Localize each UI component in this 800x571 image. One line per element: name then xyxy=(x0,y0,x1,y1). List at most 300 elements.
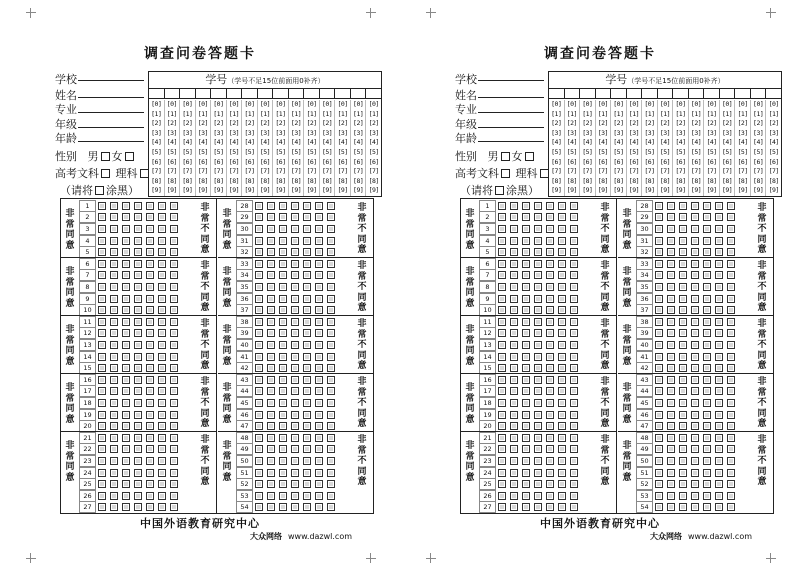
option-bubble[interactable] xyxy=(498,387,506,395)
option-bubble[interactable] xyxy=(558,329,566,337)
option-bubble[interactable] xyxy=(715,457,723,465)
female-checkbox[interactable] xyxy=(125,152,134,161)
option-bubble[interactable] xyxy=(703,237,711,245)
option-bubble[interactable] xyxy=(715,411,723,419)
id-digit-bubble[interactable]: [7] xyxy=(151,167,162,176)
option-bubble[interactable] xyxy=(534,318,542,326)
option-bubble[interactable] xyxy=(667,387,675,395)
option-bubble[interactable] xyxy=(703,399,711,407)
option-bubble[interactable] xyxy=(727,225,735,233)
option-bubble[interactable] xyxy=(170,353,178,361)
option-bubble[interactable] xyxy=(570,213,578,221)
option-bubble[interactable] xyxy=(498,318,506,326)
id-digit-bubble[interactable]: [9] xyxy=(151,186,162,195)
option-bubble[interactable] xyxy=(291,237,299,245)
id-digit-bubble[interactable]: [8] xyxy=(166,176,177,185)
grade-field[interactable] xyxy=(78,127,144,128)
option-bubble[interactable] xyxy=(327,295,335,303)
option-bubble[interactable] xyxy=(546,295,554,303)
option-bubble[interactable] xyxy=(146,260,154,268)
option-bubble[interactable] xyxy=(315,492,323,500)
option-bubble[interactable] xyxy=(303,341,311,349)
option-bubble[interactable] xyxy=(158,271,166,279)
option-bubble[interactable] xyxy=(158,434,166,442)
id-digit-bubble[interactable]: [4] xyxy=(368,138,379,147)
option-bubble[interactable] xyxy=(110,248,118,256)
option-bubble[interactable] xyxy=(146,469,154,477)
id-digit-bubble[interactable]: [6] xyxy=(690,157,702,166)
option-bubble[interactable] xyxy=(667,503,675,511)
option-bubble[interactable] xyxy=(303,283,311,291)
id-digit-bubble[interactable]: [7] xyxy=(337,167,348,176)
option-bubble[interactable] xyxy=(315,213,323,221)
id-digit-bubble[interactable]: [1] xyxy=(644,109,655,118)
id-digit-bubble[interactable]: [4] xyxy=(768,138,779,147)
option-bubble[interactable] xyxy=(291,318,299,326)
id-digit-bubble[interactable]: [2] xyxy=(582,119,593,128)
id-digit-bubble[interactable]: [6] xyxy=(659,157,671,166)
id-digit-bubble[interactable]: [1] xyxy=(706,109,717,118)
option-bubble[interactable] xyxy=(546,306,554,314)
id-digit-bubble[interactable]: [0] xyxy=(197,100,208,108)
option-bubble[interactable] xyxy=(291,295,299,303)
option-bubble[interactable] xyxy=(655,202,663,210)
option-bubble[interactable] xyxy=(291,457,299,465)
option-bubble[interactable] xyxy=(510,364,518,372)
id-digit-bubble[interactable]: [5] xyxy=(690,147,702,156)
id-digit-bubble[interactable]: [7] xyxy=(551,167,562,176)
major-field[interactable] xyxy=(78,112,144,113)
id-digit-bubble[interactable]: [9] xyxy=(259,186,271,195)
option-bubble[interactable] xyxy=(727,387,735,395)
option-bubble[interactable] xyxy=(170,434,178,442)
id-digit-bubble[interactable]: [1] xyxy=(368,109,379,118)
option-bubble[interactable] xyxy=(170,422,178,430)
id-digit-bubble[interactable]: [9] xyxy=(628,186,640,195)
option-bubble[interactable] xyxy=(522,271,530,279)
id-digit-bubble[interactable]: [8] xyxy=(721,176,733,185)
id-digit-bubble[interactable]: [2] xyxy=(368,119,379,128)
option-bubble[interactable] xyxy=(498,329,506,337)
option-bubble[interactable] xyxy=(546,503,554,511)
id-digit-bubble[interactable]: [0] xyxy=(597,100,608,108)
option-bubble[interactable] xyxy=(170,329,178,337)
option-bubble[interactable] xyxy=(546,387,554,395)
option-bubble[interactable] xyxy=(691,469,699,477)
option-bubble[interactable] xyxy=(327,503,335,511)
option-bubble[interactable] xyxy=(158,399,166,407)
option-bubble[interactable] xyxy=(655,271,663,279)
option-bubble[interactable] xyxy=(703,480,711,488)
option-bubble[interactable] xyxy=(570,353,578,361)
option-bubble[interactable] xyxy=(727,503,735,511)
id-digit-bubble[interactable]: [2] xyxy=(613,119,624,128)
option-bubble[interactable] xyxy=(570,387,578,395)
option-bubble[interactable] xyxy=(122,445,130,453)
option-bubble[interactable] xyxy=(715,341,723,349)
option-bubble[interactable] xyxy=(134,271,142,279)
option-bubble[interactable] xyxy=(315,457,323,465)
option-bubble[interactable] xyxy=(691,364,699,372)
id-digit-bubble[interactable]: [1] xyxy=(659,109,671,118)
option-bubble[interactable] xyxy=(510,353,518,361)
id-digit-bubble[interactable]: [0] xyxy=(337,100,348,108)
option-bubble[interactable] xyxy=(170,248,178,256)
id-digit-bubble[interactable]: [0] xyxy=(151,100,162,108)
option-bubble[interactable] xyxy=(498,283,506,291)
option-bubble[interactable] xyxy=(667,225,675,233)
credit-url[interactable]: www.dazwl.com xyxy=(288,532,353,541)
option-bubble[interactable] xyxy=(546,434,554,442)
option-bubble[interactable] xyxy=(655,445,663,453)
option-bubble[interactable] xyxy=(303,225,311,233)
option-bubble[interactable] xyxy=(691,202,699,210)
option-bubble[interactable] xyxy=(122,353,130,361)
id-write-cell[interactable] xyxy=(180,89,196,98)
option-bubble[interactable] xyxy=(570,283,578,291)
id-digit-bubble[interactable]: [7] xyxy=(259,167,271,176)
option-bubble[interactable] xyxy=(691,225,699,233)
option-bubble[interactable] xyxy=(727,399,735,407)
option-bubble[interactable] xyxy=(667,364,675,372)
id-digit-bubble[interactable]: [7] xyxy=(244,167,255,176)
option-bubble[interactable] xyxy=(510,341,518,349)
option-bubble[interactable] xyxy=(146,492,154,500)
id-digit-bubble[interactable]: [6] xyxy=(182,157,193,166)
option-bubble[interactable] xyxy=(510,480,518,488)
option-bubble[interactable] xyxy=(715,422,723,430)
option-bubble[interactable] xyxy=(279,376,287,384)
option-bubble[interactable] xyxy=(498,411,506,419)
id-write-cell[interactable] xyxy=(289,89,305,98)
option-bubble[interactable] xyxy=(522,329,530,337)
option-bubble[interactable] xyxy=(134,376,142,384)
id-digit-bubble[interactable]: [6] xyxy=(259,157,271,166)
option-bubble[interactable] xyxy=(267,364,275,372)
option-bubble[interactable] xyxy=(170,225,178,233)
option-bubble[interactable] xyxy=(534,295,542,303)
id-digit-bubble[interactable]: [7] xyxy=(644,167,655,176)
option-bubble[interactable] xyxy=(146,399,154,407)
option-bubble[interactable] xyxy=(715,225,723,233)
option-bubble[interactable] xyxy=(715,492,723,500)
id-digit-bubble[interactable]: [7] xyxy=(753,167,764,176)
option-bubble[interactable] xyxy=(279,225,287,233)
option-bubble[interactable] xyxy=(110,387,118,395)
option-bubble[interactable] xyxy=(279,422,287,430)
option-bubble[interactable] xyxy=(703,503,711,511)
option-bubble[interactable] xyxy=(122,341,130,349)
option-bubble[interactable] xyxy=(279,260,287,268)
option-bubble[interactable] xyxy=(727,457,735,465)
option-bubble[interactable] xyxy=(546,376,554,384)
id-digit-bubble[interactable]: [2] xyxy=(306,119,317,128)
id-digit-bubble[interactable]: [5] xyxy=(290,147,302,156)
id-digit-bubble[interactable]: [9] xyxy=(337,186,348,195)
id-digit-bubble[interactable]: [2] xyxy=(753,119,764,128)
id-digit-bubble[interactable]: [6] xyxy=(353,157,364,166)
option-bubble[interactable] xyxy=(727,353,735,361)
id-digit-bubble[interactable]: [0] xyxy=(166,100,177,108)
option-bubble[interactable] xyxy=(691,422,699,430)
option-bubble[interactable] xyxy=(691,457,699,465)
option-bubble[interactable] xyxy=(727,260,735,268)
id-digit-bubble[interactable]: [9] xyxy=(582,186,593,195)
option-bubble[interactable] xyxy=(303,422,311,430)
id-digit-bubble[interactable]: [2] xyxy=(290,119,302,128)
option-bubble[interactable] xyxy=(667,353,675,361)
option-bubble[interactable] xyxy=(315,376,323,384)
option-bubble[interactable] xyxy=(110,376,118,384)
id-digit-bubble[interactable]: [8] xyxy=(582,176,593,185)
option-bubble[interactable] xyxy=(134,457,142,465)
id-digit-bubble[interactable]: [3] xyxy=(197,128,208,137)
id-digit-bubble[interactable]: [4] xyxy=(228,138,240,147)
option-bubble[interactable] xyxy=(279,306,287,314)
option-bubble[interactable] xyxy=(510,399,518,407)
male-checkbox[interactable] xyxy=(101,152,110,161)
option-bubble[interactable] xyxy=(255,225,263,233)
option-bubble[interactable] xyxy=(522,202,530,210)
option-bubble[interactable] xyxy=(170,202,178,210)
id-digit-bubble[interactable]: [0] xyxy=(228,100,240,108)
option-bubble[interactable] xyxy=(158,237,166,245)
option-bubble[interactable] xyxy=(558,271,566,279)
option-bubble[interactable] xyxy=(558,248,566,256)
option-bubble[interactable] xyxy=(667,434,675,442)
id-digit-bubble[interactable]: [8] xyxy=(675,176,686,185)
option-bubble[interactable] xyxy=(498,202,506,210)
option-bubble[interactable] xyxy=(679,376,687,384)
option-bubble[interactable] xyxy=(498,503,506,511)
option-bubble[interactable] xyxy=(255,445,263,453)
option-bubble[interactable] xyxy=(655,260,663,268)
option-bubble[interactable] xyxy=(158,283,166,291)
option-bubble[interactable] xyxy=(315,445,323,453)
option-bubble[interactable] xyxy=(510,237,518,245)
id-digit-bubble[interactable]: [6] xyxy=(768,157,779,166)
option-bubble[interactable] xyxy=(146,457,154,465)
id-digit-bubble[interactable]: [3] xyxy=(644,128,655,137)
option-bubble[interactable] xyxy=(110,480,118,488)
id-digit-bubble[interactable]: [7] xyxy=(597,167,608,176)
option-bubble[interactable] xyxy=(315,237,323,245)
option-bubble[interactable] xyxy=(703,353,711,361)
option-bubble[interactable] xyxy=(570,202,578,210)
id-digit-bubble[interactable]: [9] xyxy=(753,186,764,195)
option-bubble[interactable] xyxy=(134,469,142,477)
id-digit-bubble[interactable]: [8] xyxy=(151,176,162,185)
option-bubble[interactable] xyxy=(703,434,711,442)
option-bubble[interactable] xyxy=(655,364,663,372)
id-digit-bubble[interactable]: [3] xyxy=(659,128,671,137)
option-bubble[interactable] xyxy=(655,480,663,488)
option-bubble[interactable] xyxy=(679,411,687,419)
option-bubble[interactable] xyxy=(727,492,735,500)
option-bubble[interactable] xyxy=(498,341,506,349)
id-digit-bubble[interactable]: [9] xyxy=(353,186,364,195)
id-digit-bubble[interactable]: [0] xyxy=(213,100,224,108)
id-write-cell[interactable] xyxy=(704,89,720,98)
option-bubble[interactable] xyxy=(327,237,335,245)
option-bubble[interactable] xyxy=(510,422,518,430)
option-bubble[interactable] xyxy=(558,341,566,349)
option-bubble[interactable] xyxy=(691,480,699,488)
option-bubble[interactable] xyxy=(255,295,263,303)
id-digit-bubble[interactable]: [8] xyxy=(566,176,577,185)
option-bubble[interactable] xyxy=(279,295,287,303)
id-digit-bubble[interactable]: [5] xyxy=(306,147,317,156)
id-digit-bubble[interactable]: [1] xyxy=(690,109,702,118)
option-bubble[interactable] xyxy=(679,283,687,291)
option-bubble[interactable] xyxy=(267,503,275,511)
option-bubble[interactable] xyxy=(522,445,530,453)
arts-checkbox[interactable] xyxy=(501,169,510,178)
option-bubble[interactable] xyxy=(158,329,166,337)
option-bubble[interactable] xyxy=(255,271,263,279)
option-bubble[interactable] xyxy=(170,306,178,314)
id-digit-bubble[interactable]: [2] xyxy=(551,119,562,128)
option-bubble[interactable] xyxy=(691,434,699,442)
option-bubble[interactable] xyxy=(691,213,699,221)
id-digit-bubble[interactable]: [9] xyxy=(644,186,655,195)
option-bubble[interactable] xyxy=(655,376,663,384)
option-bubble[interactable] xyxy=(510,213,518,221)
id-digit-bubble[interactable]: [1] xyxy=(228,109,240,118)
option-bubble[interactable] xyxy=(498,469,506,477)
option-bubble[interactable] xyxy=(110,364,118,372)
option-bubble[interactable] xyxy=(98,503,106,511)
option-bubble[interactable] xyxy=(279,283,287,291)
option-bubble[interactable] xyxy=(327,225,335,233)
id-digit-bubble[interactable]: [9] xyxy=(597,186,608,195)
option-bubble[interactable] xyxy=(655,213,663,221)
option-bubble[interactable] xyxy=(110,411,118,419)
option-bubble[interactable] xyxy=(110,318,118,326)
option-bubble[interactable] xyxy=(510,295,518,303)
id-digit-bubble[interactable]: [4] xyxy=(675,138,686,147)
id-write-cell[interactable] xyxy=(335,89,351,98)
option-bubble[interactable] xyxy=(498,434,506,442)
id-digit-bubble[interactable]: [0] xyxy=(721,100,733,108)
option-bubble[interactable] xyxy=(110,503,118,511)
id-digit-bubble[interactable]: [1] xyxy=(675,109,686,118)
option-bubble[interactable] xyxy=(110,237,118,245)
id-digit-bubble[interactable]: [1] xyxy=(737,109,748,118)
id-digit-bubble[interactable]: [1] xyxy=(768,109,779,118)
option-bubble[interactable] xyxy=(679,295,687,303)
name-field[interactable] xyxy=(78,97,144,98)
id-digit-bubble[interactable]: [1] xyxy=(721,109,733,118)
id-digit-bubble[interactable]: [2] xyxy=(690,119,702,128)
option-bubble[interactable] xyxy=(570,225,578,233)
id-digit-bubble[interactable]: [3] xyxy=(551,128,562,137)
option-bubble[interactable] xyxy=(291,260,299,268)
option-bubble[interactable] xyxy=(134,387,142,395)
option-bubble[interactable] xyxy=(146,237,154,245)
id-digit-bubble[interactable]: [0] xyxy=(644,100,655,108)
option-bubble[interactable] xyxy=(703,213,711,221)
id-digit-bubble[interactable]: [0] xyxy=(306,100,317,108)
id-digit-bubble[interactable]: [8] xyxy=(290,176,302,185)
option-bubble[interactable] xyxy=(267,213,275,221)
id-digit-bubble[interactable]: [4] xyxy=(737,138,748,147)
id-digit-bubble[interactable]: [5] xyxy=(275,147,286,156)
option-bubble[interactable] xyxy=(534,260,542,268)
id-digit-bubble[interactable]: [7] xyxy=(290,167,302,176)
id-digit-bubble[interactable]: [4] xyxy=(290,138,302,147)
id-digit-bubble[interactable]: [7] xyxy=(613,167,624,176)
id-digit-bubble[interactable]: [3] xyxy=(151,128,162,137)
option-bubble[interactable] xyxy=(122,271,130,279)
option-bubble[interactable] xyxy=(158,213,166,221)
option-bubble[interactable] xyxy=(703,469,711,477)
option-bubble[interactable] xyxy=(98,376,106,384)
id-digit-bubble[interactable]: [5] xyxy=(353,147,364,156)
option-bubble[interactable] xyxy=(570,306,578,314)
id-digit-bubble[interactable]: [5] xyxy=(706,147,717,156)
option-bubble[interactable] xyxy=(534,248,542,256)
option-bubble[interactable] xyxy=(303,492,311,500)
id-digit-bubble[interactable]: [3] xyxy=(182,128,193,137)
option-bubble[interactable] xyxy=(98,492,106,500)
id-digit-bubble[interactable]: [1] xyxy=(275,109,286,118)
option-bubble[interactable] xyxy=(134,445,142,453)
option-bubble[interactable] xyxy=(534,364,542,372)
option-bubble[interactable] xyxy=(667,318,675,326)
option-bubble[interactable] xyxy=(134,237,142,245)
option-bubble[interactable] xyxy=(279,469,287,477)
id-digit-bubble[interactable]: [9] xyxy=(228,186,240,195)
option-bubble[interactable] xyxy=(498,445,506,453)
option-bubble[interactable] xyxy=(570,341,578,349)
option-bubble[interactable] xyxy=(715,434,723,442)
id-digit-bubble[interactable]: [0] xyxy=(582,100,593,108)
option-bubble[interactable] xyxy=(510,306,518,314)
id-digit-bubble[interactable]: [7] xyxy=(706,167,717,176)
option-bubble[interactable] xyxy=(267,422,275,430)
id-digit-bubble[interactable]: [4] xyxy=(353,138,364,147)
id-digit-bubble[interactable]: [7] xyxy=(197,167,208,176)
option-bubble[interactable] xyxy=(158,295,166,303)
id-digit-bubble[interactable]: [2] xyxy=(244,119,255,128)
id-digit-bubble[interactable]: [2] xyxy=(706,119,717,128)
option-bubble[interactable] xyxy=(267,202,275,210)
id-digit-bubble[interactable]: [2] xyxy=(628,119,640,128)
id-digit-bubble[interactable]: [4] xyxy=(613,138,624,147)
id-digit-bubble[interactable]: [3] xyxy=(737,128,748,137)
option-bubble[interactable] xyxy=(558,237,566,245)
id-write-cell[interactable] xyxy=(611,89,627,98)
option-bubble[interactable] xyxy=(522,469,530,477)
id-digit-bubble[interactable]: [7] xyxy=(182,167,193,176)
option-bubble[interactable] xyxy=(522,480,530,488)
id-digit-bubble[interactable]: [0] xyxy=(659,100,671,108)
option-bubble[interactable] xyxy=(303,399,311,407)
option-bubble[interactable] xyxy=(546,248,554,256)
option-bubble[interactable] xyxy=(522,434,530,442)
option-bubble[interactable] xyxy=(546,225,554,233)
option-bubble[interactable] xyxy=(267,260,275,268)
option-bubble[interactable] xyxy=(122,237,130,245)
option-bubble[interactable] xyxy=(255,480,263,488)
option-bubble[interactable] xyxy=(546,202,554,210)
option-bubble[interactable] xyxy=(255,364,263,372)
id-digit-bubble[interactable]: [7] xyxy=(628,167,640,176)
option-bubble[interactable] xyxy=(727,283,735,291)
option-bubble[interactable] xyxy=(715,318,723,326)
option-bubble[interactable] xyxy=(522,225,530,233)
